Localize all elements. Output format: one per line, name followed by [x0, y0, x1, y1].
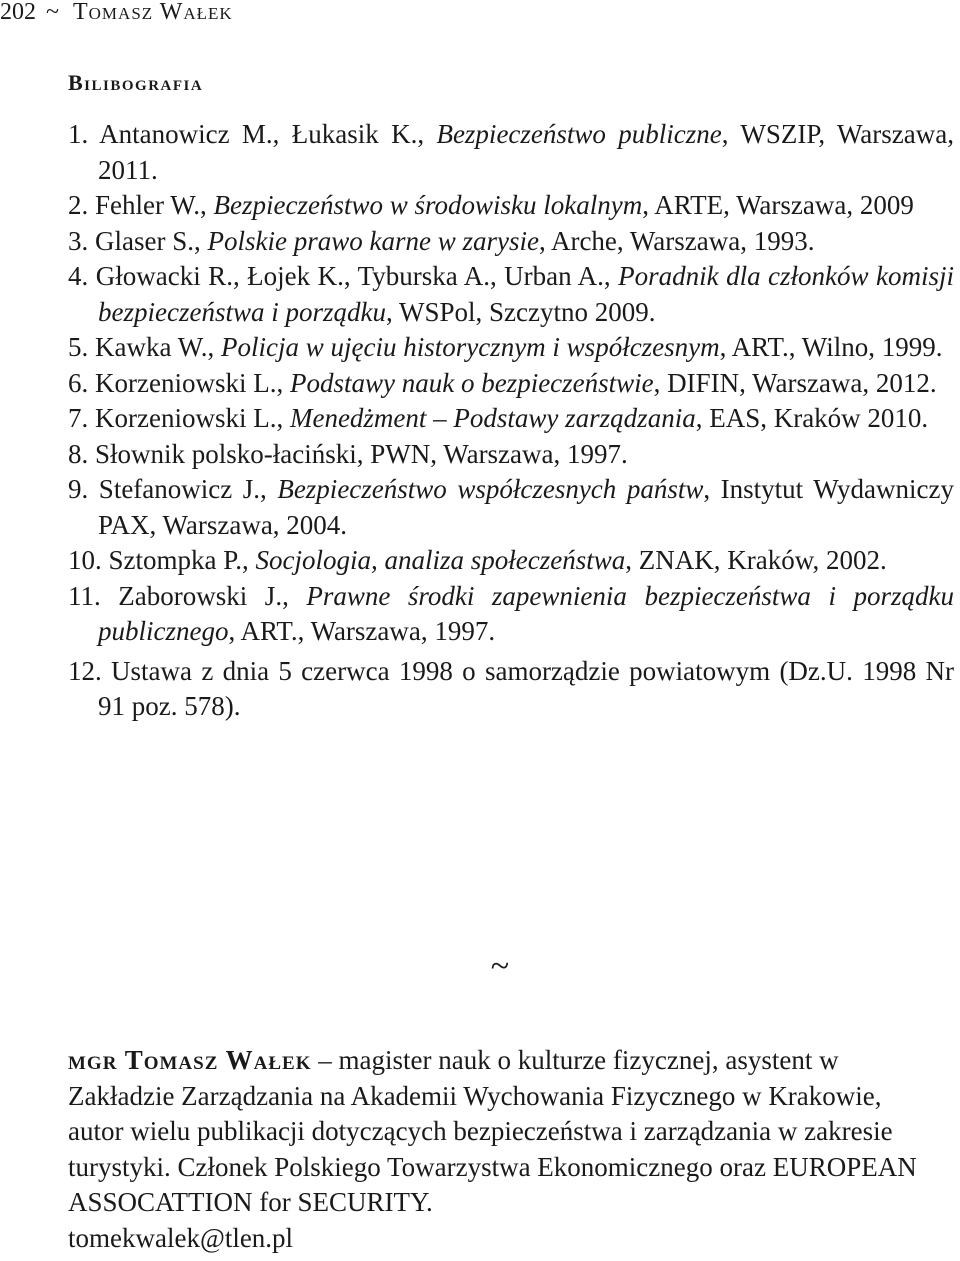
reference-publisher: , WSZIP, Warszawa, 2011.	[98, 119, 954, 185]
reference-number: 11.	[68, 580, 101, 611]
page-number: 202	[0, 0, 36, 25]
reference-authors: Zaborowski J.,	[118, 580, 307, 611]
author-email: tomekwalek@tlen.pl	[68, 1222, 294, 1253]
reference-item	[68, 224, 954, 260]
reference-item	[68, 579, 954, 650]
reference-item	[68, 366, 954, 402]
reference-authors: Antanowicz M., Łukasik K.,	[99, 119, 437, 149]
reference-item	[68, 654, 954, 725]
author-name: mgr Tomasz Wałek	[68, 1045, 312, 1075]
section-divider-icon: ~	[490, 948, 510, 985]
reference-title: Bezpieczeństwo w środowisku lokalnym	[213, 190, 643, 220]
reference-authors: Kawka W.,	[95, 332, 221, 362]
reference-authors: Korzeniowski L.,	[95, 367, 290, 398]
reference-authors: Glaser S.,	[95, 225, 208, 256]
reference-item	[68, 437, 954, 473]
running-header	[0, 0, 233, 24]
reference-publisher: , ZNAK, Kraków, 2002.	[625, 545, 887, 575]
section-title: Bilibografia	[68, 70, 204, 95]
reference-publisher: , DIFIN, Warszawa, 2012.	[653, 367, 937, 398]
ornament-icon: ~	[46, 0, 59, 25]
reference-publisher: , EAS, Kraków 2010.	[695, 403, 929, 433]
reference-item	[68, 330, 954, 366]
reference-title: Polskie prawo karne w zarysie	[207, 225, 539, 256]
reference-number: 2.	[68, 190, 89, 220]
reference-title: Poradnik dla członków komisji bezpieczeństwa i porządku	[98, 261, 955, 327]
reference-number: 9.	[68, 474, 89, 504]
reference-number: 10.	[68, 545, 102, 575]
reference-publisher: , ART., Warszawa, 1997.	[228, 616, 496, 646]
reference-item	[68, 117, 954, 188]
author-bio	[68, 1043, 938, 1256]
reference-number: 12.	[68, 655, 102, 686]
reference-title: Policja w ujęciu historycznym i współczesnym	[220, 332, 720, 362]
reference-title: Bezpieczeństwo publiczne	[436, 119, 722, 149]
reference-number: 6.	[68, 367, 89, 398]
reference-item	[68, 472, 954, 543]
reference-authors: Sztompka P.,	[108, 545, 256, 575]
reference-title: Menedżment – Podstawy zarządzania	[289, 403, 696, 433]
reference-authors: Fehler W.,	[95, 190, 214, 220]
reference-item	[68, 188, 954, 224]
reference-number: 8.	[68, 438, 89, 469]
reference-number: 1.	[68, 119, 89, 149]
reference-title: Podstawy nauk o bezpieczeństwie	[289, 367, 654, 398]
reference-number: 3.	[68, 225, 89, 256]
reference-title: Bezpieczeństwo współczesnych państw	[277, 474, 704, 504]
reference-authors: Głowacki R., Łojek K., Tyburska A., Urban A.,	[95, 261, 619, 291]
author-bio-text: – magister nauk o kulturze fizycznej, asystent w Zakładzie Zarządzania na Akademii Wychowania Fizycznego w Krakowie, autor wielu publikacji dotyczących bezpieczeństwa i zarządzania w zakresie turystyki. Członek Polskiego Towarzystwa Ekonomicznego oraz EUROPEAN ASSOCATTION for SECURITY.	[68, 1045, 917, 1217]
reference-item	[68, 543, 954, 579]
reference-authors: Ustawa z dnia 5 czerwca 1998 o samorządzie powiatowym (Dz.U. 1998 Nr 91 poz. 578).	[98, 655, 954, 721]
running-header-author: Tomasz Wałek	[72, 0, 233, 25]
reference-publisher: , ART., Wilno, 1999.	[719, 332, 943, 362]
reference-number: 5.	[68, 332, 89, 362]
reference-authors: Słownik polsko-łaciński, PWN, Warszawa, 1997.	[95, 438, 628, 469]
reference-title: Socjologia, analiza społeczeństwa	[255, 545, 626, 575]
reference-publisher: , Instytut Wydawniczy PAX, Warszawa, 2004.	[98, 474, 955, 540]
reference-item	[68, 401, 954, 437]
reference-number: 7.	[68, 403, 89, 433]
reference-publisher: , ARTE, Warszawa, 2009	[642, 190, 914, 220]
reference-authors: Korzeniowski L.,	[95, 403, 290, 433]
reference-publisher: , Arche, Warszawa, 1993.	[538, 225, 815, 256]
reference-publisher: , WSPol, Szczytno 2009.	[385, 296, 656, 327]
reference-authors: Stefanowicz J.,	[98, 474, 278, 504]
reference-number: 4.	[68, 261, 89, 291]
reference-title: Prawne środki zapewnienia bezpieczeństwa i porządku publicznego	[98, 580, 955, 646]
reference-item	[68, 259, 954, 330]
reference-list	[68, 117, 954, 725]
